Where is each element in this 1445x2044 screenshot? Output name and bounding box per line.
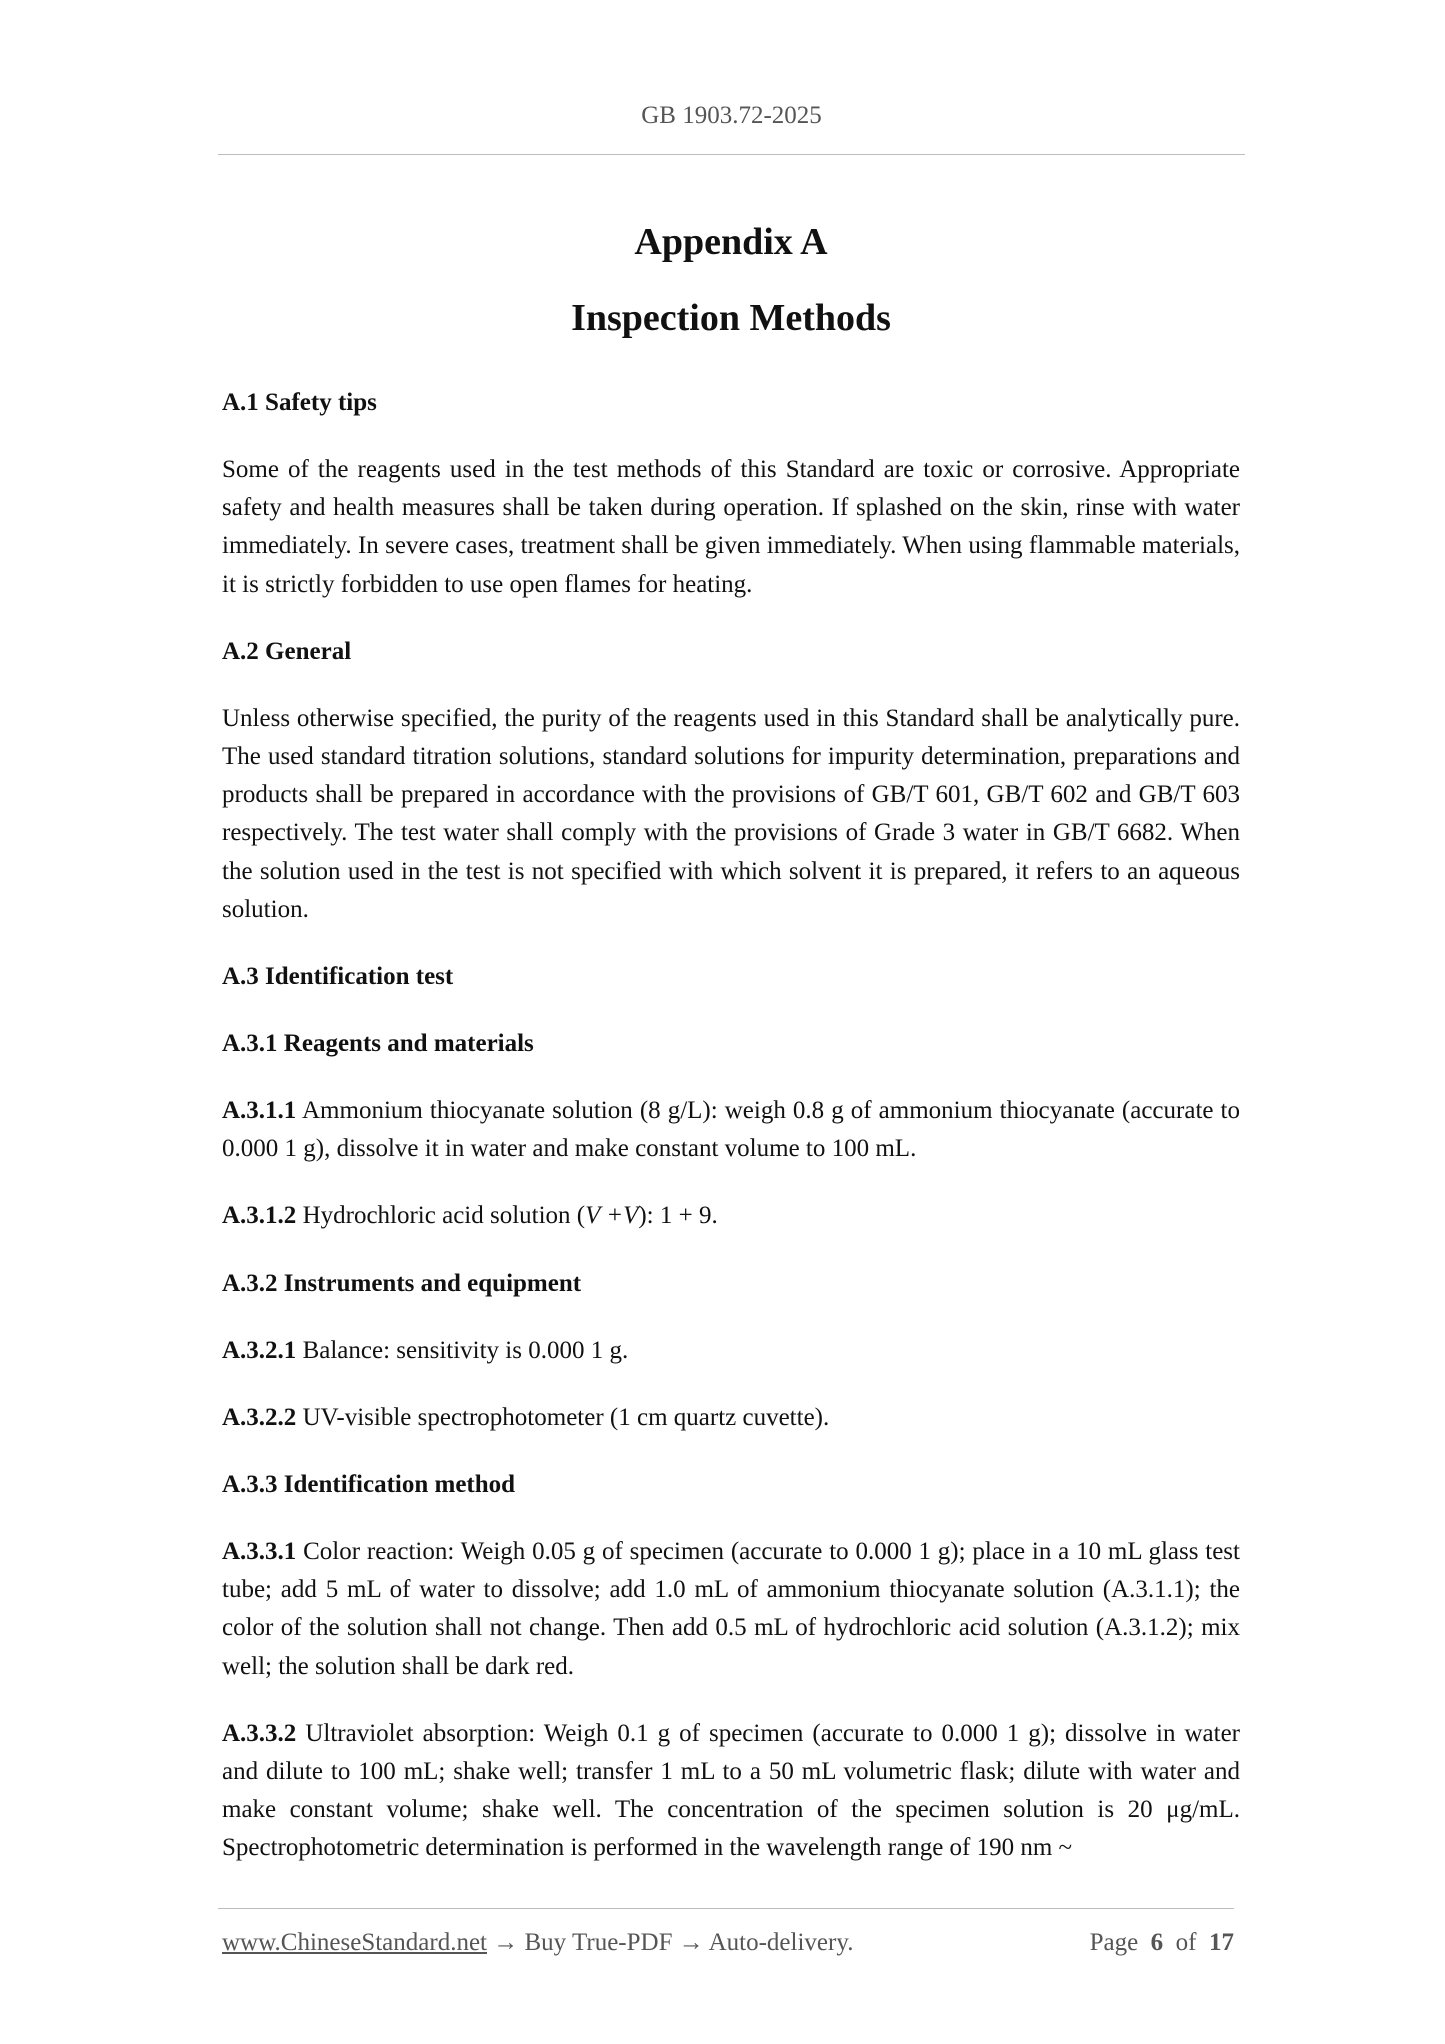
footer-promo [222, 1929, 853, 1957]
section-a31-heading: A.3.1 Reagents and materials [222, 1030, 534, 1058]
clause-a332-text: Ultraviolet absorption: Weigh 0.1 g of specimen (accurate to 0.000 1 g); dissolve in water and dilute to 100 mL; shake well; transfer 1 mL to a 50 mL volumetric flask; dilute with water and make constant volume; shake well. The concentration of the specimen solution is 20 μg/mL. Spectrophotometric determination is performed in the wavelength range of 190 nm ~ [222, 1719, 1240, 1862]
page-indicator [1090, 1929, 1234, 1957]
clause-a311 [222, 1092, 1240, 1168]
clause-a322 [222, 1399, 1240, 1437]
clause-a322-text: UV-visible spectrophotometer (1 cm quartz cuvette). [296, 1403, 830, 1431]
clause-a322-label: A.3.2.2 [222, 1403, 297, 1431]
section-a2-heading: A.2 General [222, 637, 352, 665]
current-page-number: 6 [1150, 1929, 1164, 1956]
section-a2-text: Unless otherwise specified, the purity of the reagents used in this Standard shall be analytically pure. The used standard titration solutions, standard solutions for impurity determination, preparations and products shall be prepared in accordance with the provisions of GB/T 601, GB/T 602 and GB/T 603 respectively. The test water shall comply with the provisions of Grade 3 water in GB/T 6682. When the solution used in the test is not specified with which solvent it is prepared, it refers to an aqueous solution. [222, 704, 1240, 923]
clause-a332 [222, 1715, 1240, 1868]
footer-divider [218, 1908, 1234, 1909]
appendix-subtitle: Inspection Methods [571, 297, 891, 339]
clause-a312-ratio-symbol: V +V [585, 1202, 639, 1230]
header-divider [218, 154, 1245, 155]
clause-a311-text: Ammonium thiocyanate solution (8 g/L): weigh 0.8 g of ammonium thiocyanate (accurate to 0.000 1 g), dissolve it in water and make constant volume to 100 mL. [222, 1097, 1240, 1163]
clause-a312-text-pre: Hydrochloric acid solution ( [296, 1202, 586, 1230]
clause-a311-label: A.3.1.1 [222, 1097, 297, 1125]
page-word: Page [1089, 1929, 1139, 1956]
clause-a321-text: Balance: sensitivity is 0.000 1 g. [296, 1336, 629, 1364]
of-word: of [1175, 1929, 1197, 1956]
section-a1-text: Some of the reagents used in the test methods of this Standard are toxic or corrosive. Appropriate safety and health measures shall be taken during operation. If splashed on the skin, rinse with water immediately. In severe cases, treatment shall be given immediately. When using flammable materials, it is strictly forbidden to use open flames for heating. [222, 456, 1240, 598]
clause-a331-text: Color reaction: Weigh 0.05 g of specimen (accurate to 0.000 1 g); place in a 10 mL glass test tube; add 5 mL of water to dissolve; add 1.0 mL of ammonium thiocyanate solution (A.3.1.1); the color of the solution shall not change. Then add 0.5 mL of hydrochloric acid solution (A.3.1.2); mix well; the solution shall be dark red. [222, 1538, 1240, 1680]
document-code-header: GB 1903.72-2025 [641, 102, 822, 129]
clause-a331 [222, 1533, 1240, 1686]
section-a1-heading: A.1 Safety tips [222, 389, 377, 416]
clause-a312-text-post: ): 1 + 9. [638, 1202, 718, 1230]
footer-promo-text: → Buy True-PDF → Auto-delivery. [487, 1929, 854, 1956]
clause-a312 [222, 1197, 1240, 1235]
section-a32-heading: A.3.2 Instruments and equipment [222, 1269, 582, 1297]
clause-a332-label: A.3.3.2 [222, 1719, 297, 1747]
clause-a331-label: A.3.3.1 [222, 1538, 297, 1566]
clause-a321 [222, 1332, 1240, 1370]
website-link[interactable]: www.ChineseStandard.net [222, 1929, 487, 1956]
page-footer [222, 1929, 1234, 1957]
section-a33-heading: A.3.3 Identification method [222, 1471, 516, 1499]
page-content [222, 212, 1240, 1868]
appendix-title: Appendix A [634, 221, 828, 263]
clause-a312-label: A.3.1.2 [222, 1202, 297, 1230]
total-page-count: 17 [1209, 1929, 1234, 1956]
section-a3-heading: A.3 Identification test [222, 963, 454, 991]
clause-a321-label: A.3.2.1 [222, 1336, 297, 1364]
